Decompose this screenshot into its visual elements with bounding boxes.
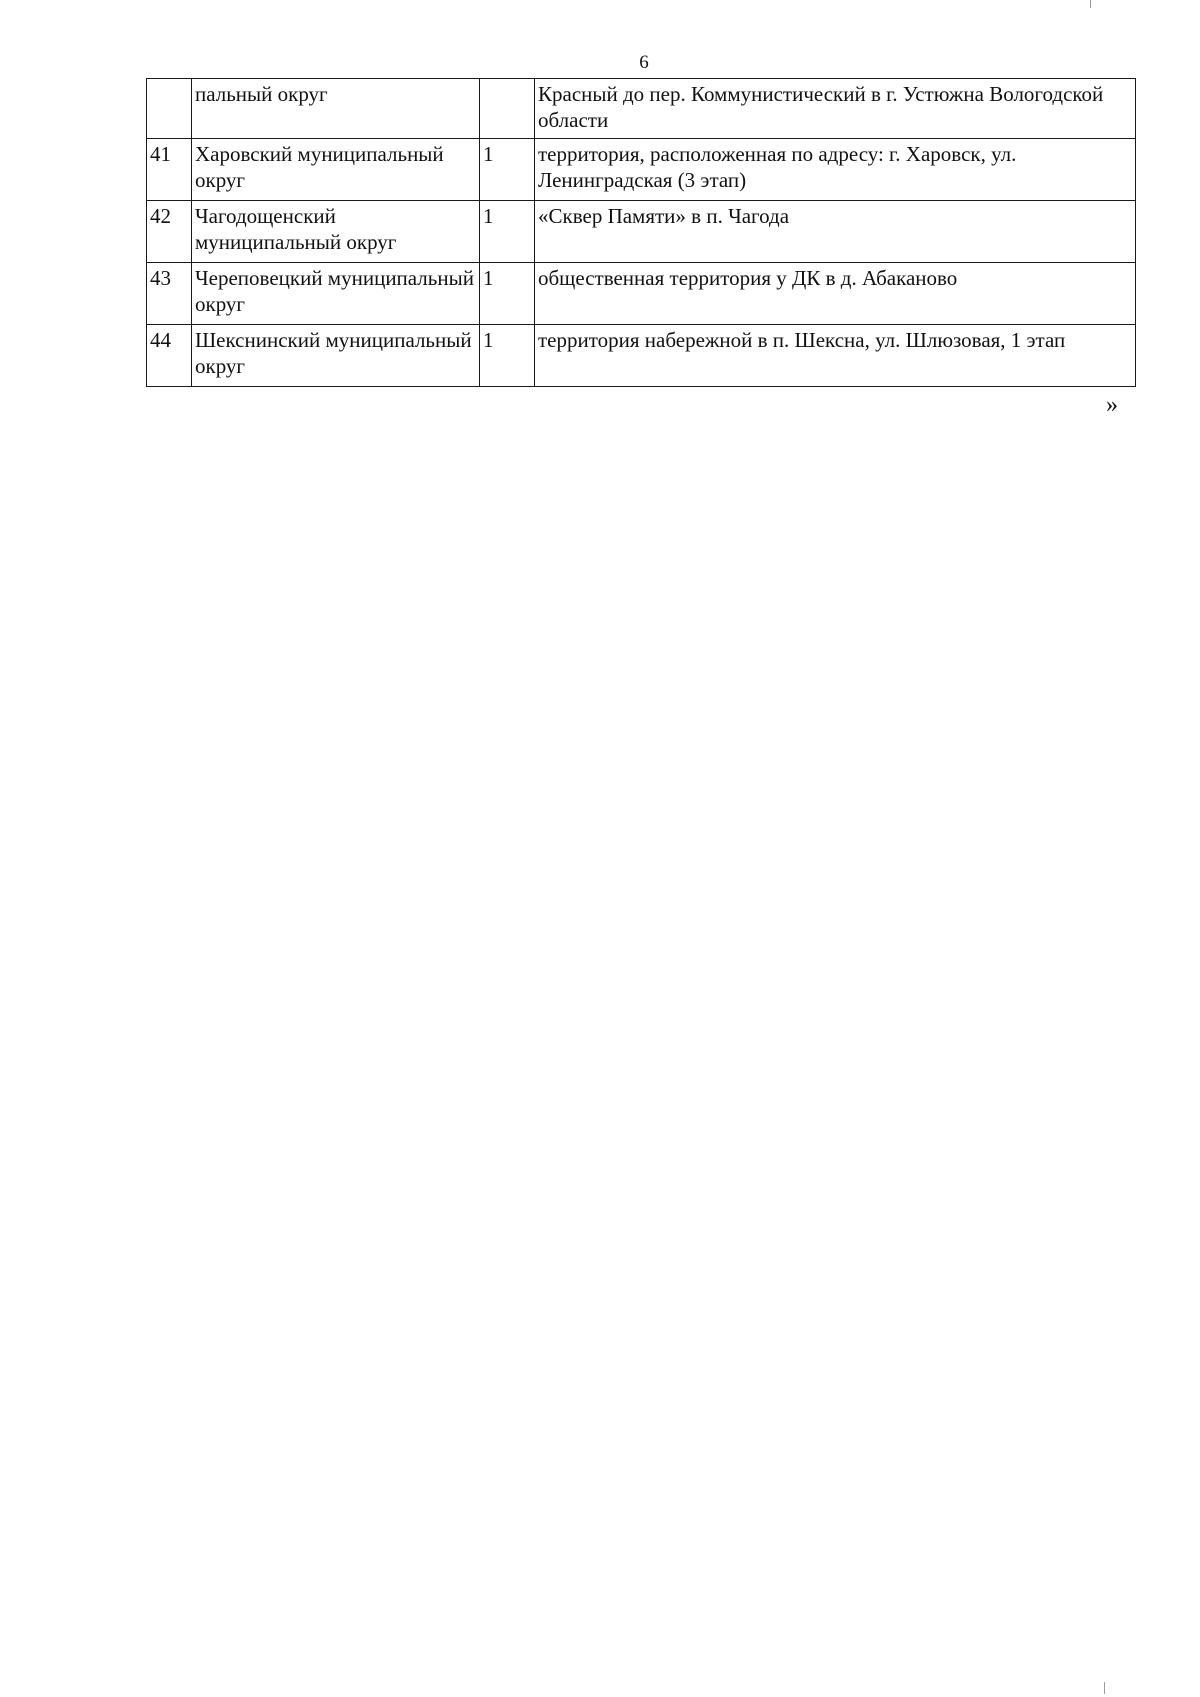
- count-cell: 1: [480, 201, 535, 263]
- district-cell: пальный округ: [192, 79, 480, 139]
- district-cell: Шекснинский муниципальный округ: [192, 325, 480, 387]
- table-row: [147, 201, 1136, 263]
- object-cell: территория набережной в п. Шексна, ул. Шлюзовая, 1 этап: [535, 325, 1136, 387]
- row-number-cell: 41: [147, 139, 192, 201]
- table-row: [147, 263, 1136, 325]
- table-row: [147, 139, 1136, 201]
- districts-table: [146, 78, 1136, 387]
- object-cell: территория, расположенная по адресу: г. Харовск, ул. Ленинградская (3 этап): [535, 139, 1136, 201]
- table-row: [147, 79, 1136, 139]
- district-cell: Чагодощенский муниципальный округ: [192, 201, 480, 263]
- object-cell: «Сквер Памяти» в п. Чагода: [535, 201, 1136, 263]
- object-cell: Красный до пер. Коммунистический в г. Устюжна Вологодской области: [535, 79, 1136, 139]
- page-number: 6: [639, 52, 649, 73]
- count-cell: 1: [480, 263, 535, 325]
- object-cell: общественная территория у ДК в д. Абаканово: [535, 263, 1136, 325]
- count-cell: 1: [480, 325, 535, 387]
- row-number-cell: 43: [147, 263, 192, 325]
- district-cell: Харовский муниципальный округ: [192, 139, 480, 201]
- district-cell: Череповецкий муниципальный округ: [192, 263, 480, 325]
- scan-artifact-bottom-right: [1104, 1682, 1105, 1694]
- scan-artifact-top-right: [1090, 0, 1091, 8]
- closing-quote: »: [1106, 392, 1118, 418]
- row-number-cell: [147, 79, 192, 139]
- row-number-cell: 42: [147, 201, 192, 263]
- count-cell: [480, 79, 535, 139]
- row-number-cell: 44: [147, 325, 192, 387]
- table-row: [147, 325, 1136, 387]
- count-cell: 1: [480, 139, 535, 201]
